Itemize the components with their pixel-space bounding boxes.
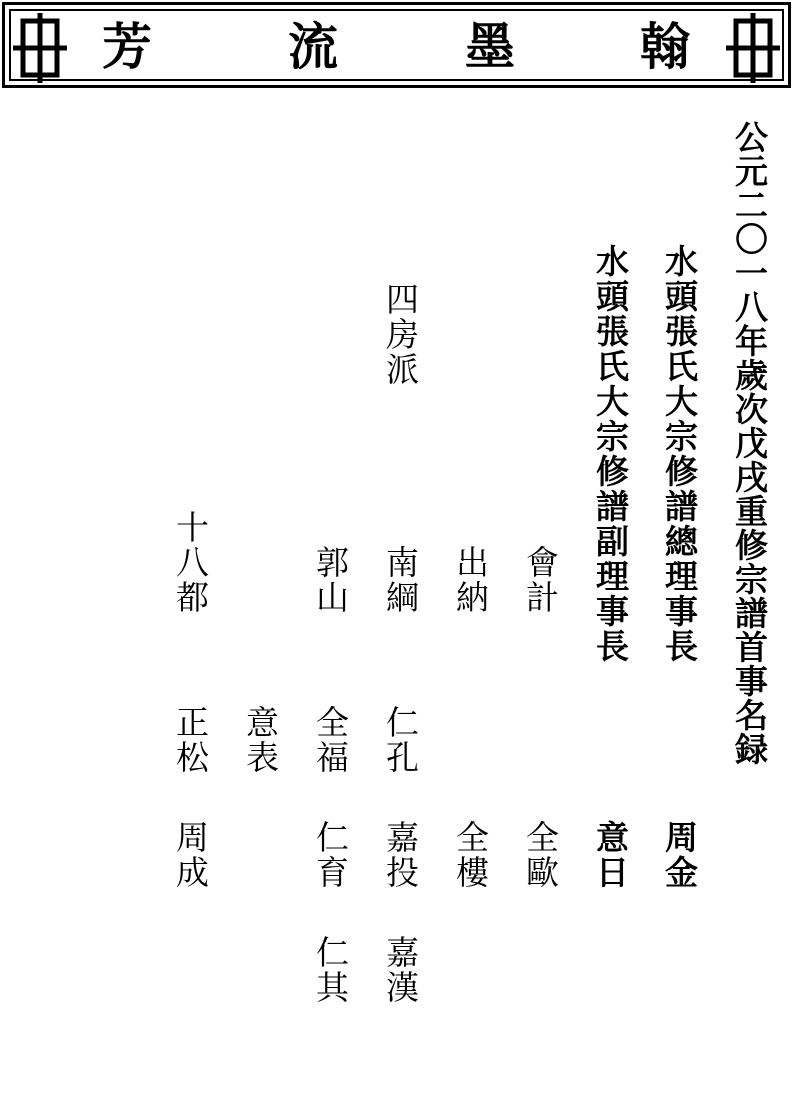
header-frame xyxy=(2,2,791,88)
accountant-title: 會計 xyxy=(521,545,560,615)
title-char-4: 翰 xyxy=(640,17,690,76)
vice-chairman-name: 意日 xyxy=(591,820,630,890)
accountant-name: 全歐 xyxy=(521,820,560,890)
guoshan-label: 郭山 xyxy=(311,545,350,615)
chairman-title: 水頭張氏大宗修譜總理事長 xyxy=(660,244,699,664)
nanwang-name-1: 仁孔 xyxy=(381,705,420,775)
chairman-name: 周金 xyxy=(660,820,699,890)
title-char-2: 流 xyxy=(288,17,338,76)
shibadu-label: 十八都 xyxy=(171,510,210,615)
guoshan-name-2: 仁育 xyxy=(311,820,350,890)
guoshan-name-3: 仁其 xyxy=(311,935,350,1005)
title-char-3: 墨 xyxy=(465,17,515,76)
nanwang-name-2: 嘉投 xyxy=(381,820,420,890)
nanwang-name-3: 嘉漢 xyxy=(381,935,420,1005)
cashier-name: 全樓 xyxy=(451,820,490,890)
fret-ornament-right-icon xyxy=(726,13,780,83)
nanwang-label: 南綱 xyxy=(381,545,420,615)
title-char-1: 芳 xyxy=(102,17,152,76)
yibiao-name: 意表 xyxy=(241,705,280,775)
fret-ornament-left-icon xyxy=(13,13,67,83)
vice-chairman-title: 水頭張氏大宗修譜副理事長 xyxy=(591,244,630,664)
guoshan-name-1: 全福 xyxy=(311,705,350,775)
branch-label: 四房派 xyxy=(381,282,420,387)
document-heading: 公元二〇一八年歲次戊戌重修宗譜首事名録 xyxy=(730,120,769,766)
cashier-title: 出納 xyxy=(451,545,490,615)
shibadu-name-2: 周成 xyxy=(171,820,210,890)
shibadu-name-1: 正松 xyxy=(171,705,210,775)
